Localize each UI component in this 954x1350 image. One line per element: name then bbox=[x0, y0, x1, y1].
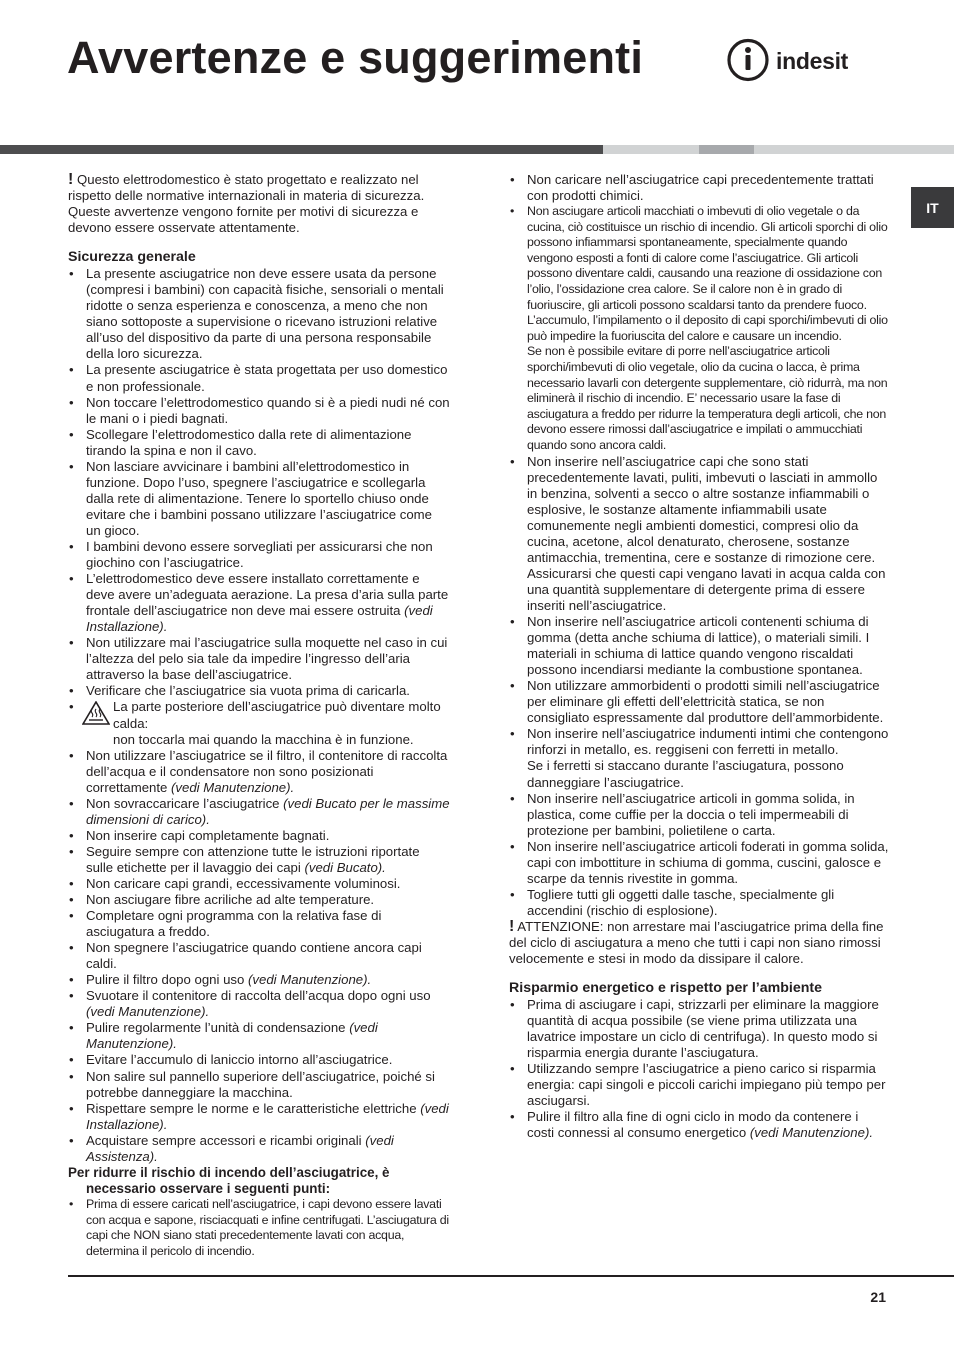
list-item bbox=[68, 1052, 450, 1068]
list-item-text: Non spegnere l’asciugatrice quando contiene ancora capi caldi. bbox=[86, 940, 422, 972]
list-item-text: Pulire il filtro dopo ogni uso bbox=[86, 972, 249, 988]
hot-surface-icon bbox=[82, 701, 110, 725]
list-item bbox=[68, 988, 450, 1020]
cross-reference: (vedi Bucato per le massime dimensioni di carico). bbox=[86, 795, 450, 827]
list-item-text: Scollegare l’elettrodomestico dalla rete di alimentazione tirando la spina e non il cavo. bbox=[86, 426, 412, 458]
list-item-text: I bambini devono essere sorvegliati per assicurarsi che non giochino con l’asciugatrice. bbox=[86, 538, 433, 571]
fire-risk-heading bbox=[68, 1165, 450, 1197]
intro-paragraph bbox=[68, 172, 450, 236]
hot-warning-text: La parte posteriore dell’asciugatrice può diventare molto calda: bbox=[113, 699, 441, 731]
safety-list-continued bbox=[68, 748, 450, 1165]
indesit-logo bbox=[726, 38, 886, 82]
list-item bbox=[68, 266, 450, 362]
list-item bbox=[68, 796, 450, 828]
list-item bbox=[509, 887, 889, 919]
hot-warning-list bbox=[68, 699, 450, 747]
list-item bbox=[68, 748, 450, 796]
warning-exclamation-icon: ! bbox=[68, 171, 74, 188]
list-item-text: Non toccare l’elettrodomestico quando si è a piedi nudi né con le mani o i piedi bagnati. bbox=[86, 394, 450, 426]
list-item-text: Pulire il filtro alla fine di ogni ciclo in modo da contenere i costi connessi al consumo energetico bbox=[527, 1109, 859, 1141]
list-item-text: Non utilizzare ammorbidenti o prodotti simili nell’asciugatrice per eliminare gli effetti dell’elettricità statica, se non consigliato espressamente dal produttore dell’ammorbidente. bbox=[527, 678, 884, 726]
left-column bbox=[68, 172, 450, 1259]
safety-list bbox=[68, 266, 450, 699]
list-item bbox=[509, 839, 889, 887]
fire-risk-list-continued bbox=[509, 172, 889, 919]
cross-reference: (vedi Bucato). bbox=[304, 859, 386, 875]
list-item-text: Evitare l’accumulo di laniccio intorno all’asciugatrice. bbox=[86, 1052, 393, 1068]
list-item-text: La presente asciugatrice è stata progettata per uso domestico e non professionale. bbox=[86, 362, 448, 394]
attention-exclamation-icon: ! bbox=[509, 917, 515, 935]
list-item bbox=[509, 172, 889, 204]
list-item-text: Non sovraccaricare l’asciugatrice bbox=[86, 795, 284, 811]
list-item bbox=[68, 427, 450, 459]
attention-text: ATTENZIONE: non arrestare mai l’asciugatrice prima della fine del ciclo di asciugatura a meno che tutti i capi non siano rimossi velocemente e stesi in modo da dissipare il calore. bbox=[509, 918, 884, 967]
list-item-text: Non asciugare fibre acriliche ad alte temperature. bbox=[86, 892, 375, 908]
header-bar-light-2 bbox=[754, 145, 954, 154]
list-item-text: Pulire regolarmente l’unità di condensazione bbox=[86, 1020, 350, 1036]
list-item bbox=[509, 1109, 889, 1141]
list-item-text: Utilizzando sempre l’asciugatrice a pieno carico si risparmia energia: capi singoli e piccoli carichi impiegano più tempo per asciugarsi. bbox=[527, 1061, 886, 1109]
list-item-text: Togliere tutti gli oggetti dalle tasche, specialmente gli accendini (rischio di esplosione). bbox=[527, 886, 835, 918]
energy-heading: Risparmio energetico e rispetto per l’ambiente bbox=[509, 980, 822, 997]
list-item bbox=[68, 1020, 450, 1052]
list-item-text: Prima di essere caricati nell’asciugatrice, i capi devono essere lavati con acqua e sapone, risciacquati e infine centrifugati. L’asciugatura di capi che NON siano stati precedentemente lavati con acqua, determina il pericolo di incendio. bbox=[86, 1196, 449, 1258]
list-item bbox=[68, 908, 450, 940]
list-item bbox=[68, 1133, 450, 1165]
list-item bbox=[68, 876, 450, 892]
list-item bbox=[509, 614, 889, 678]
list-item bbox=[68, 395, 450, 427]
list-item bbox=[509, 726, 889, 790]
list-item bbox=[68, 539, 450, 571]
list-item-text: Non inserire nell’asciugatrice capi che sono stati precedentemente lavati, puliti, imbevuti o lasciati in ammollo in benzina, solventi a secco o altre sostanze infiammabili o esplosive, le sostanze altamente infiammabili usate comunemente negli ambienti domestici, compresi olio da cucina, acetone, alcol denaturato, cherosene, sostanze antimacchia, trementina, cere e sostanze di rimozione cere. Assicurarsi che questi capi vengano lavati in acqua calda con una quantità supplementare di detergente prima di essere inseriti nell’asciugatrice. bbox=[527, 453, 886, 614]
fire-risk-list bbox=[68, 1197, 450, 1259]
list-item-text: Non inserire nell’asciugatrice articoli contenenti schiuma di gomma (detta anche schiuma di lattice), o materiali simili. I materiali in schiuma di lattice quando vengono riscaldati possono incendiarsi mediante la combustione spontanea. bbox=[527, 614, 870, 678]
list-item bbox=[68, 844, 450, 876]
cross-reference: (vedi Manutenzione). bbox=[171, 779, 295, 795]
list-item-text: Non inserire nell’asciugatrice articoli in gomma solida, in plastica, come cuffie per la doccia o teli impermeabili di protezione per bambini, polietilene o carta. bbox=[527, 790, 855, 838]
list-item-text: Rispettare sempre le norme e le caratteristiche elettriche bbox=[86, 1100, 421, 1116]
header-bar-light bbox=[603, 145, 699, 154]
list-item bbox=[68, 362, 450, 394]
header-bar-mid bbox=[699, 145, 754, 154]
list-item-text: Non caricare capi grandi, eccessivamente voluminosi. bbox=[86, 875, 401, 891]
list-item-text: Acquistare sempre accessori e ricambi originali bbox=[86, 1132, 366, 1148]
list-item-text: Seguire sempre con attenzione tutte le istruzioni riportate sulle etichette per il lavaggio dei capi bbox=[86, 843, 420, 875]
energy-list bbox=[509, 997, 889, 1141]
list-item bbox=[68, 571, 450, 635]
cross-reference: (vedi Manutenzione). bbox=[248, 972, 372, 988]
right-column bbox=[509, 172, 889, 1142]
list-item-text: Non asciugare articoli macchiati o imbevuti di olio vegetale o da cucina, ciò costituisce un rischio di incendio. Gli articoli sporchi di olio possono infiammarsi spontaneamente, specialmente quando vengono esposti a fonti di calore come l’asciugatrice. Gli articoli possono diventare caldi, causando una reazione di ossidazione con l’olio, l’ossidazione crea calore. Se il calore non è in grado di fuoriuscire, gli articoli possono scaldarsi tanto da prendere fuoco. L’accumulo, l’impilamento o il deposito di capi sporchi/imbevuti di olio può impedire la fuoriuscita del calore e causare un incendio. bbox=[527, 204, 888, 343]
list-item bbox=[68, 459, 450, 539]
list-item bbox=[68, 1101, 450, 1133]
cross-reference: (vedi Assistenza). bbox=[86, 1132, 394, 1164]
list-item-text: Non salire sul pannello superiore dell’asciugatrice, poiché si potrebbe danneggiare la macchina. bbox=[86, 1068, 435, 1100]
list-item-text: Non inserire capi completamente bagnati. bbox=[86, 827, 330, 843]
list-item-continuation: Se i ferretti si staccano durante l’asciugatura, possono danneggiare l’asciugatrice. bbox=[527, 758, 844, 790]
list-item bbox=[68, 892, 450, 908]
list-item bbox=[509, 204, 889, 454]
list-item-text: Verificare che l’asciugatrice sia vuota prima di caricarla. bbox=[86, 683, 410, 699]
list-item bbox=[68, 1069, 450, 1101]
list-item bbox=[509, 678, 889, 726]
list-item bbox=[68, 972, 450, 988]
cross-reference: (vedi Installazione). bbox=[86, 603, 433, 635]
hot-surface-warning bbox=[68, 699, 450, 747]
hot-warning-continuation: non toccarla mai quando la macchina è in funzione. bbox=[113, 731, 414, 747]
list-item bbox=[509, 454, 889, 614]
cross-reference: (vedi Manutenzione). bbox=[86, 1004, 210, 1020]
list-item bbox=[68, 683, 450, 699]
safety-heading: Sicurezza generale bbox=[68, 249, 196, 266]
list-item bbox=[68, 828, 450, 844]
list-item-text: Non inserire nell’asciugatrice articoli foderati in gomma solida, capi con imbottiture in schiuma di gomma, cuscini, galosce e scarpe da tennis rivestite in gomma. bbox=[527, 838, 889, 886]
footer-rule bbox=[68, 1275, 954, 1277]
list-item-text: Prima di asciugare i capi, strizzarli per eliminare la maggiore quantità di acqua possibile (se viene prima utilizzata una lavatrice impostare un ciclo di centrifuga). In questo modo si risparmia energia durante l’asciugatura. bbox=[527, 997, 879, 1061]
list-item-text: Completare ogni programma con la relativa fase di asciugatura a freddo. bbox=[86, 908, 382, 940]
header-bar-dark bbox=[0, 145, 603, 154]
list-item-text: Non utilizzare l’asciugatrice se il filtro, il contenitore di raccolta dell’acqua e il condensatore non sono posizionati correttamente bbox=[86, 747, 448, 795]
cross-reference: (vedi Manutenzione). bbox=[749, 1125, 873, 1141]
list-item bbox=[509, 997, 889, 1061]
cross-reference: (vedi Installazione). bbox=[86, 1100, 449, 1132]
page-title: Avvertenze e suggerimenti bbox=[67, 32, 644, 83]
list-item-text: Svuotare il contenitore di raccolta dell’acqua dopo ogni uso bbox=[86, 988, 431, 1004]
list-item bbox=[509, 791, 889, 839]
list-item bbox=[68, 940, 450, 972]
list-item bbox=[509, 1061, 889, 1109]
list-item bbox=[68, 635, 450, 683]
list-item-text: L’elettrodomestico deve essere installato correttamente e deve avere un’adeguata aerazione. La presa d’aria sulla parte frontale dell’asciugatrice non deve mai essere ostruita bbox=[86, 571, 449, 619]
list-item-text: Non lasciare avvicinare i bambini all’elettrodomestico in funzione. Dopo l’uso, spegnere l’asciugatrice e scollegarla dalla rete di alimentazione. Tenere lo sportello chiuso onde evitare che i bambini possano utilizzare l’asciugatrice come un gioco. bbox=[86, 458, 432, 538]
list-item-text: Non inserire nell’asciugatrice indumenti intimi che contengono rinforzi in metallo, es. reggiseni con ferretti in metallo. bbox=[527, 726, 889, 758]
list-item bbox=[68, 1197, 450, 1259]
page-number: 21 bbox=[870, 1289, 886, 1305]
list-item-text: Non utilizzare mai l’asciugatrice sulla moquette nel caso in cui l’altezza del pelo sia tale da impedire l’ingresso dell’aria attraverso la base dell’asciugatrice. bbox=[86, 635, 448, 683]
language-tab-label: IT bbox=[926, 199, 939, 216]
cross-reference: (vedi Manutenzione). bbox=[86, 1020, 378, 1052]
fire-risk-heading-line2: necessario osservare i seguenti punti: bbox=[86, 1180, 331, 1196]
list-item-text: Non caricare nell’asciugatrice capi precedentemente trattati con prodotti chimici. bbox=[527, 172, 874, 204]
fire-risk-heading-line1: Per ridurre il rischio di incendo dell’asciugatrice, è bbox=[68, 1164, 390, 1180]
list-item-text: La presente asciugatrice non deve essere usata da persone (compresi i bambini) con capacità fisiche, sensoriali o mentali ridotte o senza esperienza e conoscenza, a meno che non siano sottoposte a supervisione o ricevano istruzioni relative all’uso del dispositivo da parte di una persona responsabile della loro sicurezza. bbox=[86, 266, 444, 362]
intro-text: Questo elettrodomestico è stato progettato e realizzato nel rispetto delle normative internazionali in materia di sicurezza. Queste avvertenze vengono fornite per motivi di sicurezza e devono essere osservate attentamente. bbox=[68, 172, 425, 236]
brand-wordmark: indesit bbox=[776, 48, 849, 74]
attention-paragraph bbox=[509, 919, 889, 967]
language-tab bbox=[911, 187, 954, 228]
list-item-continuation: Se non è possibile evitare di porre nell’asciugatrice articoli sporchi/imbevuti di olio vegetale, olio da cucina o lacca, è prima necessario lavarli con detergente supplementare, ciò ridurrà, ma non eliminerà il rischio di incendio. E’ necessario usare la fase di asciugatura a freddo per ridurre la temperatura degli articoli, che non devono essere rimossi dall’asciugatrice e impilati o ammucchiati quando sono ancora caldi. bbox=[527, 344, 888, 452]
